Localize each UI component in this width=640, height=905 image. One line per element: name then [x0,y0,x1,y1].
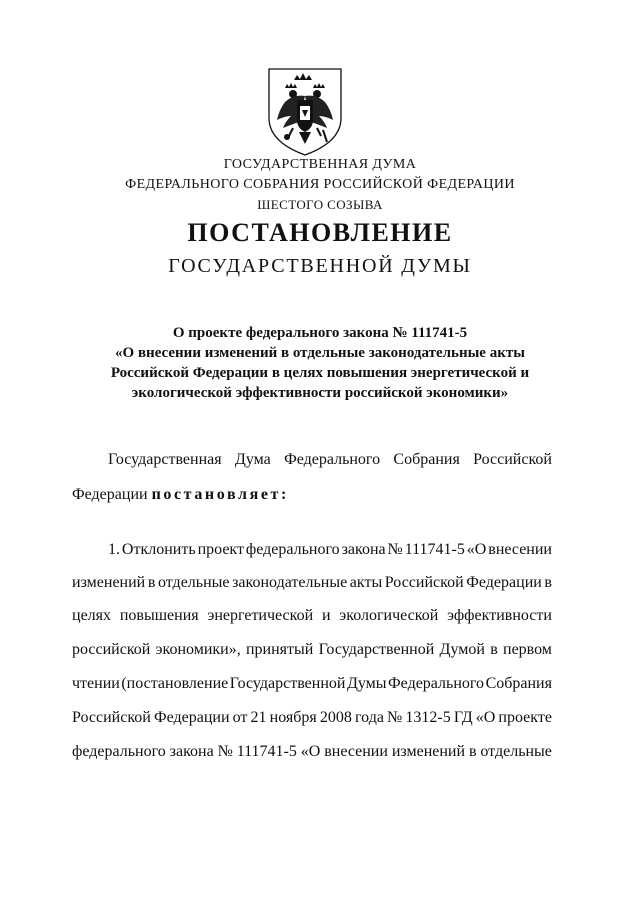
item1-line-text [72,708,552,728]
word: (постановление [121,675,229,692]
preamble-line-1 [108,450,552,470]
document-title: ПОСТАНОВЛЕНИЕ [187,218,453,247]
word: закона [341,541,386,558]
word: в [147,574,156,591]
word: 111741-5 [236,743,297,760]
word: 2008 [319,709,352,726]
word: в [468,743,477,760]
word: ГД [453,709,473,726]
header-line-assembly: ФЕДЕРАЛЬНОГО СОБРАНИЯ РОССИЙСКОЙ ФЕДЕРАЦИИ [125,177,515,192]
preamble-word: Российской [473,451,552,468]
word: Думы [346,675,387,692]
item1-line [108,540,552,560]
word: чтении [72,675,120,692]
word: Федерации [153,709,230,726]
word: и [322,607,331,624]
bill-title-line: О проекте федерального закона № 111741-5 [172,325,468,341]
preamble-resolves: постановляет: [151,486,289,503]
word: в [544,574,552,591]
preamble-word: Федерального [284,451,381,468]
word: отдельные [480,743,552,760]
word: первом [503,641,552,658]
item1-line-text [72,742,552,762]
word: Собрания [485,675,552,692]
item1-line [72,606,552,626]
item1-line-text [72,674,552,694]
word: Государственной [318,641,435,658]
word: федерального [72,743,166,760]
bill-title-line: экологической эффективности российской экономики» [131,385,509,401]
word: принятый [245,641,314,658]
word: проекте [498,709,552,726]
word: эффективности [447,607,552,624]
word: законодательные [232,574,348,591]
word: № [387,541,403,558]
bill-title-line: «О внесении изменений в отдельные законодательные акты [115,345,525,361]
word: экологической [339,607,439,624]
word: Думой [439,641,485,658]
word: ноября [269,709,317,726]
word: «О [466,541,487,558]
document-subtitle: ГОСУДАРСТВЕННОЙ ДУМЫ [168,255,472,277]
word: внесении [324,743,388,760]
preamble-word: Собрания [393,451,460,468]
word: энергетической [207,607,314,624]
item1-line-text [72,606,552,626]
bill-title [90,323,550,403]
word: года [354,709,384,726]
preamble-word: Дума [234,451,271,468]
word: 21 [250,709,267,726]
word: проект [197,541,244,558]
word: российской [72,641,151,658]
item1-line [72,573,552,593]
item1-line [72,674,552,694]
bill-title-line: Российской Федерации в целях повышения энергетической и [110,365,530,381]
preamble-text: Федерации [72,486,148,503]
word: «О [300,743,321,760]
word: акты [349,574,383,591]
word: экономики», [155,641,241,658]
word: Государственной [229,675,346,692]
preamble-word: Государственная [108,451,222,468]
word: № [387,709,403,726]
item1-line-text [72,640,552,660]
word: «О [475,709,496,726]
word: от [232,709,248,726]
word: Федерации [466,574,542,591]
header-line-convocation: ШЕСТОГО СОЗЫВА [257,197,383,212]
item1-line-text [72,573,552,593]
word: отдельные [157,574,230,591]
word: 111741-5 [404,541,465,558]
word: изменений [391,743,466,760]
word: федерального [245,541,340,558]
word: 1. [108,541,120,558]
coat-of-arms-emblem [263,66,347,158]
word: в [490,641,498,658]
word: Российской [384,574,464,591]
word: Российской [72,709,151,726]
word: Отклонить [121,541,196,558]
word: № [217,743,233,760]
preamble-line-2 [72,485,552,505]
word: Федерального [388,675,485,692]
word: 1312-5 [405,709,451,726]
word: внесении [488,541,552,558]
item1-line [72,742,552,762]
header-line-duma: ГОСУДАРСТВЕННАЯ ДУМА [223,157,417,172]
word: изменений [72,574,146,591]
word: закона [169,743,214,760]
item1-line-text [108,540,552,560]
item1-line [72,640,552,660]
word: целях [72,607,112,624]
item1-line [72,708,552,728]
word: повышения [119,607,199,624]
